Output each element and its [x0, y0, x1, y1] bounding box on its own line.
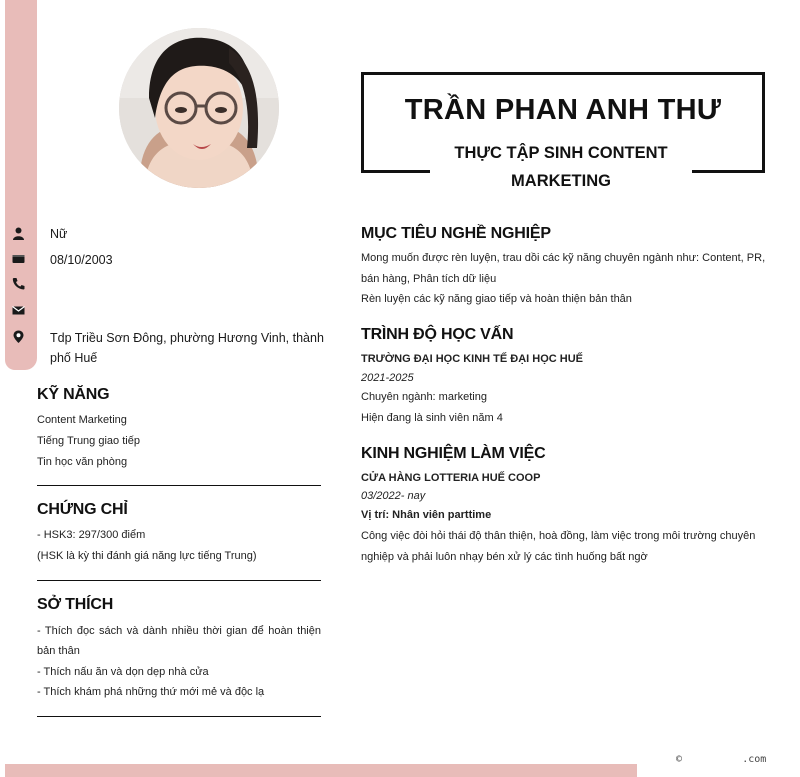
footer-text: © .com [676, 754, 767, 765]
experience-period: 03/2022- nay [361, 490, 426, 502]
education-heading: TRÌNH ĐỘ HỌC VẤN [361, 326, 514, 343]
objective-line: Mong muốn được rèn luyện, trau dồi các kỹ năng chuyên ngành như: Content, PR, [361, 252, 766, 264]
experience-heading: KINH NGHIỆM LÀM VIỆC [361, 445, 546, 462]
hobby-item: bản thân [37, 645, 80, 657]
education-status: Hiện đang là sinh viên năm 4 [361, 412, 503, 424]
birthday-value: 08/10/2003 [50, 253, 113, 267]
divider [37, 580, 321, 581]
person-icon [12, 227, 25, 240]
experience-position: Vị trí: Nhân viên parttime [361, 509, 492, 521]
gender-value: Nữ [50, 227, 68, 241]
objective-line: bán hàng, Phân tích dữ liệu [361, 273, 497, 285]
certificate-item: - HSK3: 297/300 điểm [37, 529, 146, 541]
education-period: 2021-2025 [361, 372, 414, 384]
address-value: Tdp Triều Sơn Đông, phường Hương Vinh, thành phố Huế [50, 331, 324, 365]
job-title: THỰC TẬP SINH CONTENT MARKETING [454, 144, 668, 190]
hobby-item: - Thích khám phá những thứ mới mẻ và độc lạ [37, 686, 265, 698]
experience-line: Công việc đòi hỏi thái độ thân thiện, hoà đồng, làm việc trong môi trường chuyên [361, 530, 756, 542]
divider [37, 485, 321, 486]
avatar [119, 28, 279, 188]
hobby-item: - Thích đọc sách và dành nhiều thời gian để hoàn thiện [37, 625, 321, 637]
phone-icon [12, 277, 25, 290]
skill-item: Content Marketing [37, 414, 127, 426]
experience-line: nghiệp và phải luôn nhạy bén xử lý các tình huống bất ngờ [361, 551, 648, 563]
divider [37, 716, 321, 717]
hobby-item: - Thích nấu ăn và dọn dẹp nhà cửa [37, 666, 209, 678]
footer-accent-bar [5, 764, 637, 777]
certificates-heading: CHỨNG CHỈ [37, 501, 128, 518]
skills-heading: KỸ NĂNG [37, 386, 110, 403]
company-name: CỬA HÀNG LOTTERIA HUẾ COOP [361, 472, 541, 484]
skill-item: Tiếng Trung giao tiếp [37, 435, 140, 447]
skill-item: Tin học văn phòng [37, 456, 128, 468]
email-icon [12, 304, 25, 317]
hobbies-heading: SỞ THÍCH [37, 596, 114, 613]
certificate-item: (HSK là kỳ thi đánh giá năng lực tiếng Trung) [37, 550, 257, 562]
location-pin-icon [12, 330, 25, 343]
objective-line: Rèn luyện các kỹ năng giao tiếp và hoàn thiện bản thân [361, 293, 632, 305]
objective-heading: MỤC TIÊU NGHỀ NGHIỆP [361, 225, 551, 242]
full-name: TRẦN PHAN ANH THƯ [404, 94, 722, 126]
calendar-icon [12, 253, 25, 266]
education-major: Chuyên ngành: marketing [361, 391, 487, 403]
school-name: TRƯỜNG ĐẠI HỌC KINH TẾ ĐẠI HỌC HUẾ [361, 353, 584, 365]
